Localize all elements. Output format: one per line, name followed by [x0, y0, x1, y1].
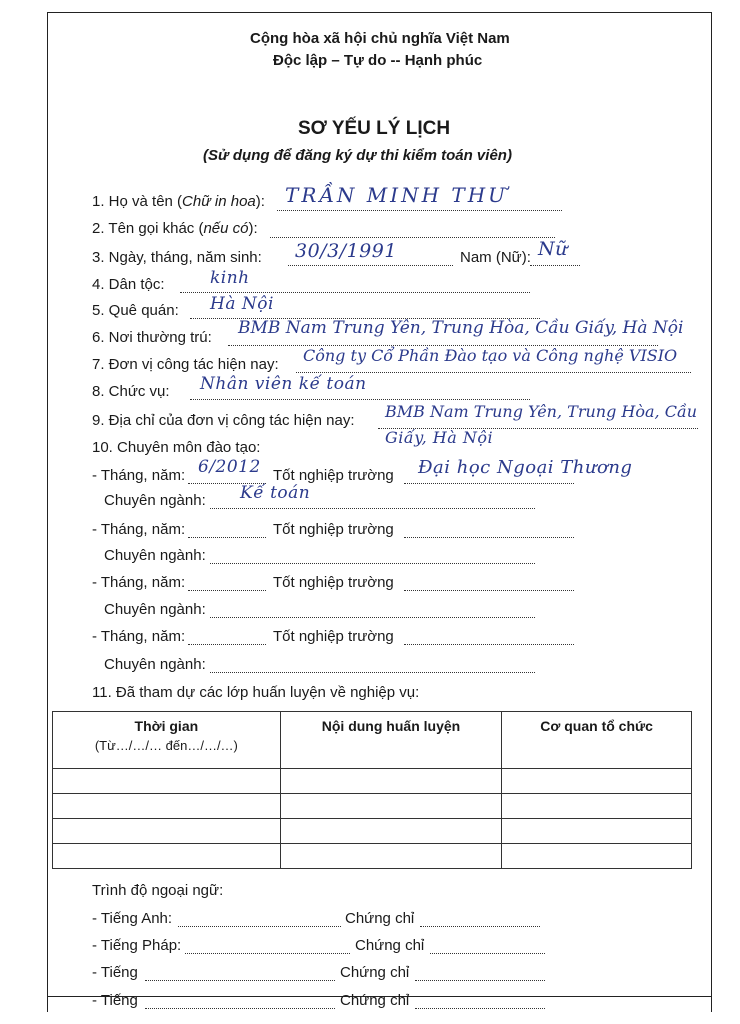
language-other-cert-label: Chứng chỉ: [340, 992, 410, 1009]
field-residence-value: BMB Nam Trung Yên, Trung Hòa, Cầu Giấy, Hà Nội: [238, 318, 684, 338]
table-row: [53, 769, 692, 794]
language-french-cert-label: Chứng chỉ: [355, 937, 425, 954]
training-col-time: Thời gian (Từ…/…/… đến…/…/…): [53, 712, 281, 769]
edu-month-label: - Tháng, năm:: [92, 574, 186, 591]
edu-major-value: Kế toán: [240, 483, 311, 503]
field-position-value: Nhân viên kế toán: [200, 374, 367, 394]
field-work-address-value-1: BMB Nam Trung Yên, Trung Hòa, Cầu: [385, 402, 698, 421]
training-col-content: Nội dung huấn luyện: [280, 712, 502, 769]
field-workplace-value: Công ty Cổ Phần Đào tạo và Công nghệ VISIO: [303, 346, 678, 365]
languages-heading: Trình độ ngoại ngữ:: [92, 882, 224, 899]
edu-major-label: Chuyên ngành:: [104, 656, 206, 673]
edu-month-value: 6/2012: [198, 457, 261, 477]
training-col-organizer: Cơ quan tổ chức: [502, 712, 692, 769]
form-border-top: [48, 12, 712, 13]
language-other-cert-line[interactable]: [415, 1008, 545, 1009]
edu-major-line[interactable]: [210, 508, 535, 509]
field-work-address-label: 9. Địa chỉ của đơn vị công tác hiện nay:: [92, 412, 355, 429]
national-title: Cộng hòa xã hội chủ nghĩa Việt Nam: [250, 30, 510, 47]
edu-month-label: - Tháng, năm:: [92, 628, 186, 645]
language-english-label: - Tiếng Anh:: [92, 910, 173, 927]
edu-school-label: Tốt nghiệp trường: [273, 467, 394, 484]
field-name-line[interactable]: [277, 210, 562, 211]
language-english-cert-line[interactable]: [420, 926, 540, 927]
field-birthdate-value: 30/3/1991: [295, 240, 397, 262]
field-workplace-label: 7. Đơn vị công tác hiện nay:: [92, 356, 279, 373]
language-other-cert-line[interactable]: [415, 980, 545, 981]
edu-major-line[interactable]: [210, 563, 535, 564]
language-other-line[interactable]: [145, 1008, 335, 1009]
field-ethnicity-value: kinh: [210, 268, 250, 288]
field-hometown-label: 5. Quê quán:: [92, 302, 179, 319]
table-row: [53, 794, 692, 819]
language-french-label: - Tiếng Pháp:: [92, 937, 182, 954]
language-other-label: - Tiếng: [92, 992, 138, 1009]
field-name-label: 1. Họ và tên (Chữ in hoa):: [92, 193, 265, 210]
edu-school-line[interactable]: [404, 644, 574, 645]
language-french-cert-line[interactable]: [430, 953, 545, 954]
field-ethnicity-label: 4. Dân tộc:: [92, 276, 165, 293]
field-alias-label: 2. Tên gọi khác (nếu có):: [92, 220, 258, 237]
table-row: [53, 844, 692, 869]
edu-month-line[interactable]: [188, 537, 266, 538]
edu-school-label: Tốt nghiệp trường: [273, 521, 394, 538]
field-residence-label: 6. Nơi thường trú:: [92, 329, 212, 346]
edu-month-label: - Tháng, năm:: [92, 467, 186, 484]
edu-month-label: - Tháng, năm:: [92, 521, 186, 538]
field-work-address-value-2: Giấy, Hà Nội: [385, 428, 494, 447]
edu-month-line[interactable]: [188, 644, 266, 645]
table-row: [53, 819, 692, 844]
document-subtitle: (Sử dụng để đăng ký dự thi kiểm toán viên): [203, 147, 512, 164]
language-other-line[interactable]: [145, 980, 335, 981]
edu-major-label: Chuyên ngành:: [104, 601, 206, 618]
field-birthdate-label: 3. Ngày, tháng, năm sinh:: [92, 249, 262, 266]
field-gender-value: Nữ: [538, 238, 568, 260]
language-other-label: - Tiếng: [92, 964, 138, 981]
edu-school-label: Tốt nghiệp trường: [273, 574, 394, 591]
field-gender-line[interactable]: [530, 265, 580, 266]
form-border-right: [711, 12, 712, 1012]
language-other-cert-label: Chứng chỉ: [340, 964, 410, 981]
training-col-time-note: (Từ…/…/… đến…/…/…): [94, 738, 238, 753]
field-ethnicity-line[interactable]: [180, 292, 530, 293]
edu-school-value: Đại học Ngoại Thương: [418, 457, 633, 478]
training-table-header: [53, 712, 692, 769]
field-training-label: 11. Đã tham dự các lớp huấn luyện về nghiệp vụ:: [92, 684, 420, 701]
field-position-line[interactable]: [190, 399, 530, 400]
language-english-line[interactable]: [178, 926, 341, 927]
edu-major-line[interactable]: [210, 672, 535, 673]
field-name-value: TRẦN MINH THƯ: [285, 183, 509, 207]
form-border-left: [47, 12, 48, 1012]
edu-school-line[interactable]: [404, 483, 574, 484]
training-table: [52, 711, 692, 869]
field-gender-label: Nam (Nữ):: [460, 249, 531, 266]
edu-school-line[interactable]: [404, 590, 574, 591]
edu-month-line[interactable]: [188, 590, 266, 591]
field-birthdate-line[interactable]: [288, 265, 453, 266]
language-french-line[interactable]: [185, 953, 350, 954]
language-english-cert-label: Chứng chỉ: [345, 910, 415, 927]
edu-major-label: Chuyên ngành:: [104, 492, 206, 509]
field-workplace-line[interactable]: [296, 372, 691, 373]
field-position-label: 8. Chức vụ:: [92, 383, 170, 400]
field-education-label: 10. Chuyên môn đào tạo:: [92, 439, 261, 456]
edu-major-line[interactable]: [210, 617, 535, 618]
field-hometown-value: Hà Nội: [210, 294, 274, 314]
edu-school-label: Tốt nghiệp trường: [273, 628, 394, 645]
document-title: SƠ YẾU LÝ LỊCH: [298, 118, 451, 139]
edu-school-line[interactable]: [404, 537, 574, 538]
edu-major-label: Chuyên ngành:: [104, 547, 206, 564]
national-motto: Độc lập – Tự do -- Hạnh phúc: [273, 52, 483, 69]
field-alias-line[interactable]: [270, 237, 555, 238]
